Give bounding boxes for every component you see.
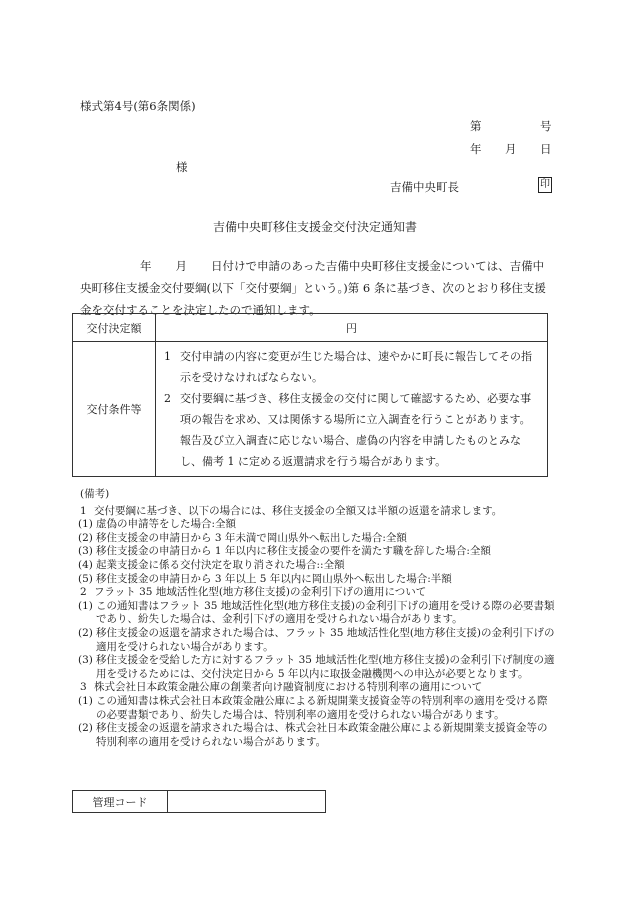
remark-text: 移住支援金の申請日から 3 年未満で岡山県外へ転出した場合:全額 bbox=[96, 531, 407, 544]
number-prefix: 第 bbox=[470, 119, 482, 133]
amount-value: 円 bbox=[156, 314, 548, 342]
condition-item bbox=[164, 346, 541, 388]
remark-number: (3) bbox=[78, 545, 93, 558]
remark-item bbox=[80, 586, 556, 600]
body-text: 日付けで申請のあった吉備中央町移住支援金については、吉備中央町移住支援金交付要綱(以下「交付要綱」という。)第 6 条に基づき、次のとおり移住支援金を交付することを決定したので通知します。 bbox=[80, 259, 546, 317]
condition-number: 2 bbox=[164, 392, 171, 405]
remark-number: 1 bbox=[80, 504, 87, 517]
amount-label: 交付決定額 bbox=[73, 314, 156, 342]
remark-text: 移住支援金を受給した方に対するフラット 35 地域活性化型(地方移住支援)の金利引下げ制度の適用を受けるためには、交付決定日から 5 年以内に取扱金融機関への申込が必要となります。 bbox=[96, 654, 555, 680]
management-code-table bbox=[72, 790, 326, 813]
remark-number: (2) bbox=[78, 626, 93, 639]
management-code-value bbox=[168, 791, 326, 813]
recipient-honorific: 様 bbox=[176, 160, 188, 174]
form-number: 様式第4号(第6条関係) bbox=[80, 99, 196, 113]
remark-item bbox=[80, 681, 556, 695]
remark-item bbox=[80, 654, 556, 681]
remark-number: (1) bbox=[78, 599, 93, 612]
remark-number: (1) bbox=[78, 694, 93, 707]
remark-item bbox=[80, 518, 556, 532]
remarks-list bbox=[80, 505, 556, 750]
conditions-cell bbox=[156, 342, 548, 477]
remarks-section bbox=[80, 488, 556, 749]
remark-number: 3 bbox=[80, 681, 87, 694]
remark-item bbox=[80, 573, 556, 587]
remark-number: (5) bbox=[78, 572, 93, 585]
remark-text: 株式会社日本政策金融公庫の創業者向け融資制度における特別利率の適用について bbox=[94, 681, 483, 694]
seal-mark: 印 bbox=[538, 177, 552, 193]
management-code-label: 管理コード bbox=[73, 791, 168, 813]
condition-text: 交付要綱に基づき、移住支援金の交付に関して確認するため、必要な事項の報告を求め、又は関係する場所に立入調査を行うことがあります。報告及び立入調査に応じない場合、虚偽の内容を申請したものとみなし、備考 1 に定める返還請求を行う場合があります。 bbox=[180, 392, 532, 468]
issuer-name: 吉備中央町長 bbox=[390, 180, 459, 194]
remark-text: 移住支援金の申請日から 3 年以上 5 年以内に岡山県外へ転出した場合:半額 bbox=[96, 572, 452, 585]
remark-text: この通知書はフラット 35 地域活性化型(地方移住支援)の金利引下げの適用を受ける際の必要書類であり、紛失した場合は、金利引下げの適用を受けられない場合があります。 bbox=[96, 599, 555, 626]
remark-number: (3) bbox=[78, 654, 93, 667]
remark-number: (1) bbox=[78, 518, 93, 531]
body-year: 年 bbox=[140, 259, 152, 273]
condition-text: 交付申請の内容に変更が生じた場合は、速やかに町長に報告してその指示を受けなければならない。 bbox=[180, 350, 532, 384]
remark-text: 起業支援金に係る交付決定を取り消された場合::全額 bbox=[96, 558, 345, 571]
document-title: 吉備中央町移住支援金交付決定通知書 bbox=[212, 220, 417, 234]
remark-item bbox=[80, 722, 556, 749]
remarks-title: (備考) bbox=[80, 488, 110, 500]
grant-table bbox=[72, 313, 548, 477]
date-year: 年 bbox=[470, 142, 482, 156]
remark-text: 移住支援金の返還を請求された場合は、株式会社日本政策金融公庫による新規開業支援資金等の特別利率の適用を受けられない場合があります。 bbox=[96, 722, 548, 748]
body-month: 月 bbox=[175, 259, 187, 273]
remark-text: 虚偽の申請等をした場合:全額 bbox=[96, 518, 237, 531]
remark-item bbox=[80, 532, 556, 546]
remark-text: 交付要綱に基づき、以下の場合には、移住支援金の全額又は半額の返還を請求します。 bbox=[94, 504, 503, 517]
remark-text: この通知書は株式会社日本政策金融公庫による新規開業支援資金等の特別利率の適用を受ける際の必要書類であり、紛失した場合は、特別利率の適用を受けられない場合があります。 bbox=[96, 694, 548, 721]
remark-number: 2 bbox=[80, 586, 87, 599]
remark-text: 移住支援金の返還を請求された場合は、フラット 35 地域活性化型(地方移住支援)の金利引下げの適用を受けられない場合があります。 bbox=[96, 626, 555, 653]
remark-item bbox=[80, 505, 556, 519]
notice-body bbox=[80, 255, 552, 321]
conditions-label: 交付条件等 bbox=[73, 342, 156, 477]
remark-item bbox=[80, 545, 556, 559]
condition-item bbox=[164, 388, 541, 472]
remark-number: (2) bbox=[78, 531, 93, 544]
date-day: 日 bbox=[540, 142, 552, 156]
remark-text: フラット 35 地域活性化型(地方移住支援)の金利引下げの適用について bbox=[94, 586, 427, 599]
remark-number: (4) bbox=[78, 558, 93, 571]
remark-item bbox=[80, 695, 556, 722]
remark-item bbox=[80, 559, 556, 573]
conditions-row bbox=[73, 342, 548, 477]
remark-text: 移住支援金の申請日から 1 年以内に移住支援金の要件を満たす職を辞した場合:全額 bbox=[96, 545, 491, 558]
remark-item bbox=[80, 600, 556, 627]
number-suffix: 号 bbox=[540, 119, 552, 133]
condition-number: 1 bbox=[164, 350, 171, 363]
remark-number: (2) bbox=[78, 722, 93, 735]
amount-row bbox=[73, 314, 548, 342]
date-month: 月 bbox=[505, 142, 517, 156]
remark-item bbox=[80, 627, 556, 654]
